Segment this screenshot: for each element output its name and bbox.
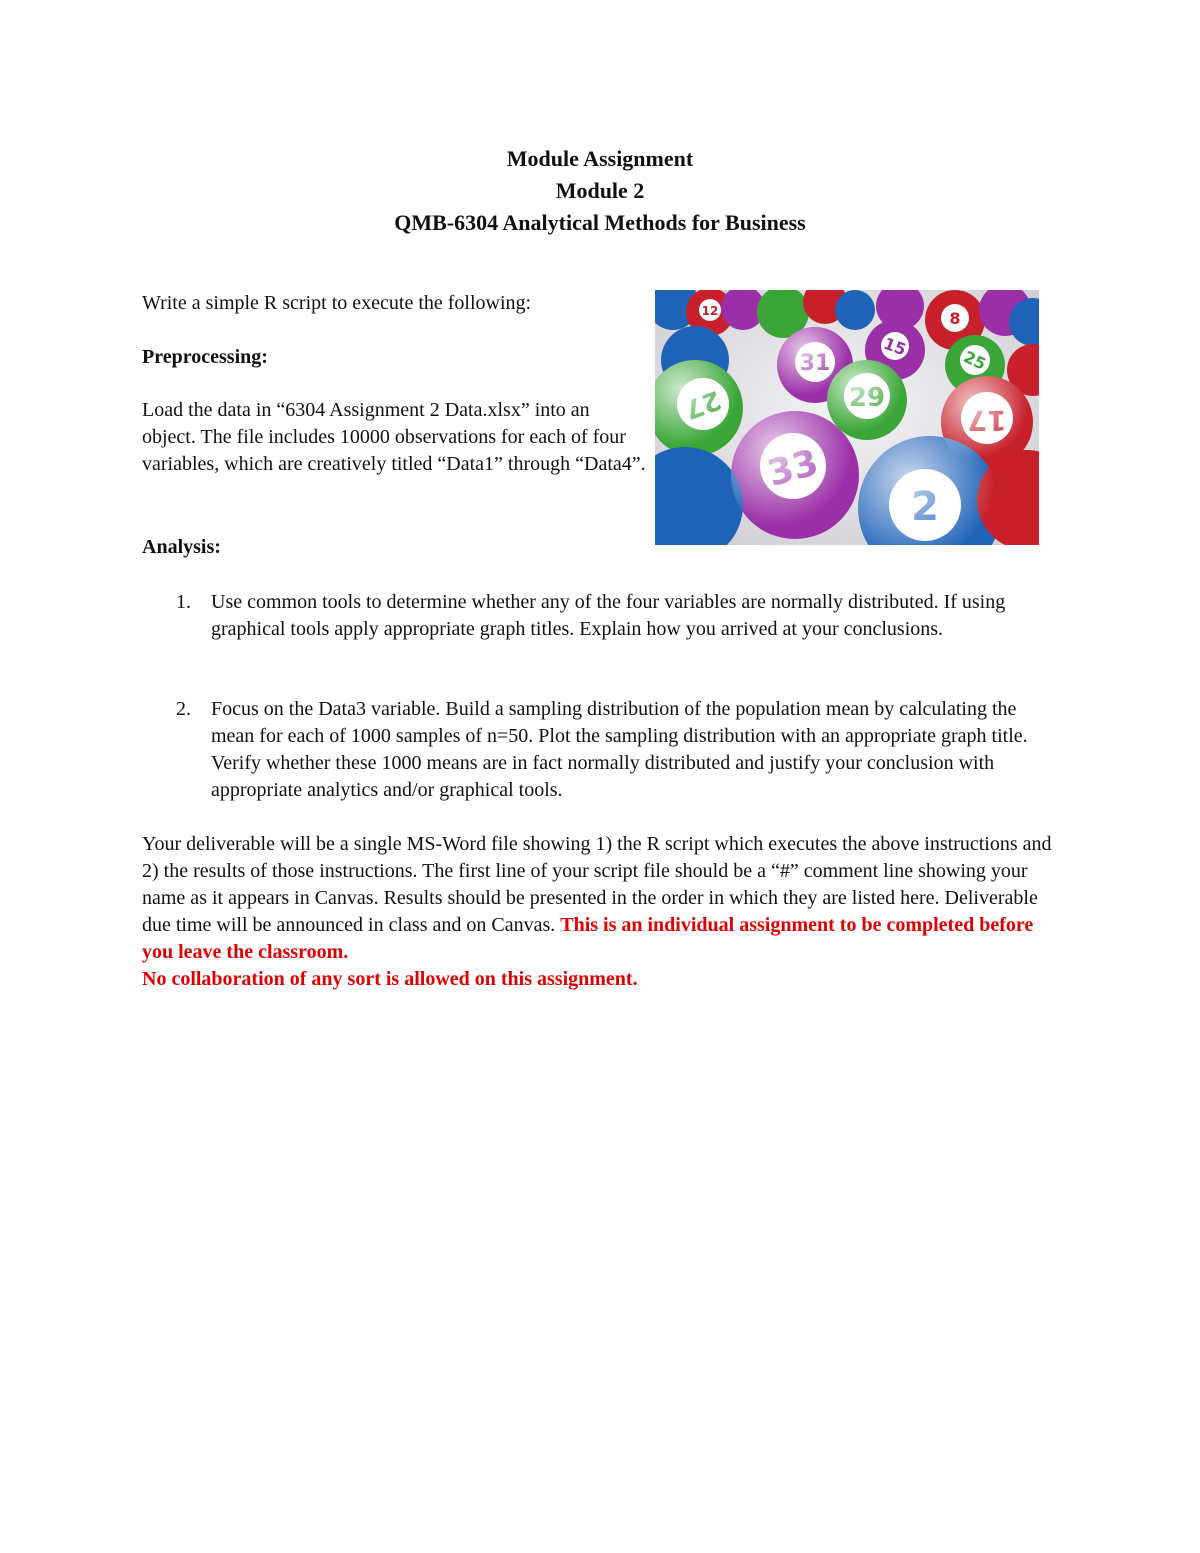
analysis-heading: Analysis: [142, 536, 221, 558]
deliverable-paragraph [142, 831, 1062, 993]
warning-line-1: This is an individual assignment to be completed before you leave the classroom. [142, 914, 1034, 963]
analysis-item-number: 2. [176, 698, 191, 720]
title-line-course: QMB-6304 Analytical Methods for Business [394, 210, 806, 235]
intro-text: Write a simple R script to execute the following: [142, 292, 532, 314]
lottery-balls-image [655, 290, 1039, 545]
lottery-balls-illustration [655, 290, 1039, 545]
document-title [0, 143, 1200, 239]
ball-number-8: 8 [949, 309, 961, 328]
ball-number-25: 25 [960, 347, 989, 374]
analysis-item-text: Use common tools to determine whether any of the four variables are normally distributed. If using graphical tools apply appropriate graph titles. Explain how you arrived at your conclusions. [211, 591, 1006, 640]
ball-number-12: 12 [701, 304, 719, 318]
title-line-module-assignment: Module Assignment [506, 146, 694, 171]
preprocessing-heading: Preprocessing: [142, 346, 268, 368]
warning-line-2: No collaboration of any sort is allowed on this assignment. [142, 968, 638, 990]
ball-number-15: 15 [881, 333, 909, 360]
analysis-item-number: 1. [176, 591, 191, 613]
title-line-module-number: Module 2 [555, 178, 645, 203]
preprocessing-text: Load the data in “6304 Assignment 2 Data.xlsx” into an object. The file includes 10000 observations for each of four variables, which are creatively titled “Data1” through “Data4”. [142, 399, 646, 475]
analysis-item-text: Focus on the Data3 variable. Build a sampling distribution of the population mean by calculating the mean for each of 1000 samples of n=50. Plot the sampling distribution with an appropriate graph title. Verify whether these 1000 means are in fact normally distributed and justify your conclusion with appropriate analytics and/or graphical tools. [211, 698, 1028, 801]
deliverable-text: Your deliverable will be a single MS-Word file showing 1) the R script which executes the above instructions and 2) the results of those instructions. The first line of your script file should be a “#” comment line showing your name as it appears in Canvas. Results should be presented in the order in which they are listed here. Deliverable due time will be announced in class and on Canvas. [142, 833, 1052, 936]
